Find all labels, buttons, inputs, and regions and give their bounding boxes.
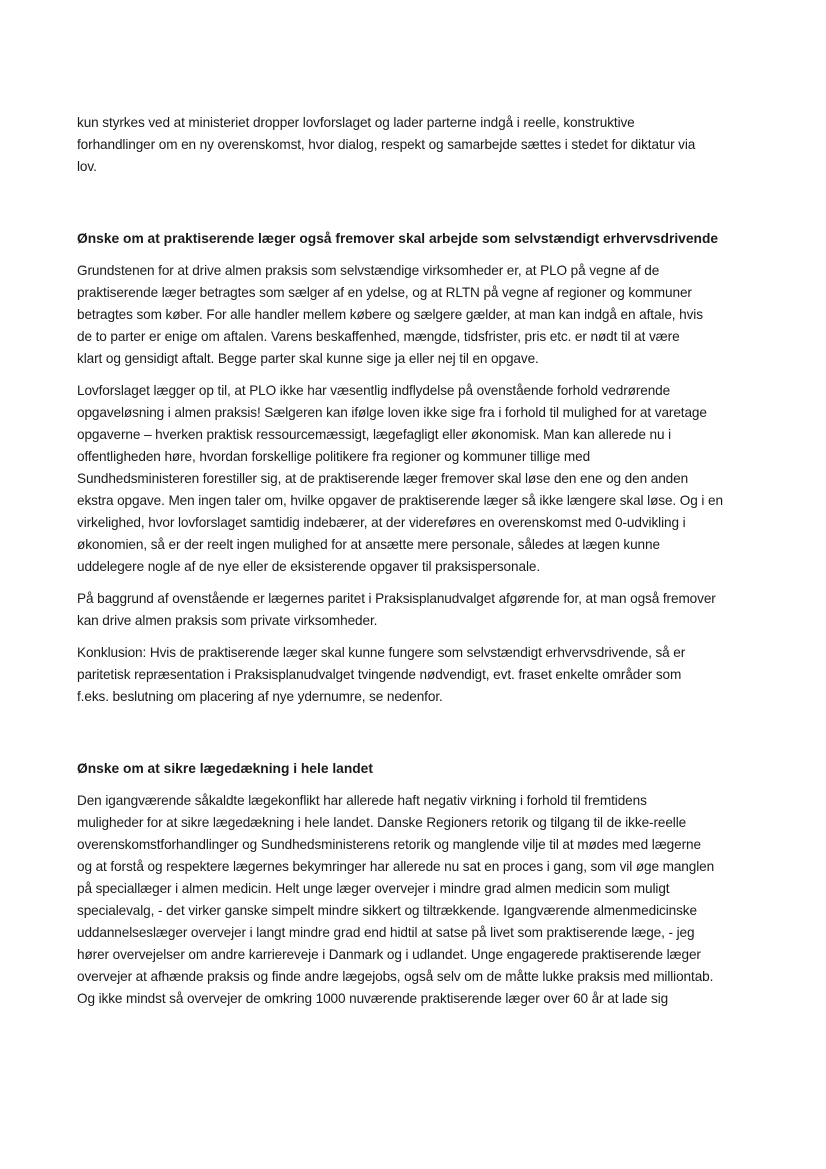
text-line: ekstra opgave. Men ingen taler om, hvilke opgaver de praktiserende læger så ikke længere skal løse. Og i en: [77, 493, 723, 508]
text-line: specialevalg, - det virker ganske simpelt mindre sikkert og tiltrækkende. Igangværende almenmedicinske: [77, 903, 697, 918]
text-line: opgaverne – hverken praktisk ressourcemæssigt, lægefagligt eller økonomisk. Man kan allerede nu i: [77, 427, 672, 442]
text-line: offentligheden høre, hvordan forskellige politikere fra regioner og kommuner tillige med: [77, 449, 591, 464]
section1-heading: Ønske om at praktiserende læger også fremover skal arbejde som selvstændigt erhvervsdrivende: [77, 231, 719, 246]
section2-paragraph-1: [77, 790, 757, 1010]
text-line: kun styrkes ved at ministeriet dropper lovforslaget og lader parterne indgå i reelle, konstruktive: [77, 115, 635, 130]
text-line: og at forstå og respektere lægernes bekymringer har allerede nu sat en proces i gang, som vil øge manglen: [77, 859, 715, 874]
text-line: Og ikke mindst så overvejer de omkring 1000 nuværende praktiserende læger over 60 år at lade sig: [77, 991, 669, 1006]
text-line: virkelighed, hvor lovforslaget samtidig indebærer, at der videreføres en overenskomst med 0-udvikling i: [77, 515, 686, 530]
text-line: lov.: [77, 159, 97, 174]
text-line: betragtes som køber. For alle handler mellem købere og sælgere gælder, at man kan indgå en aftale, hvis: [77, 307, 703, 322]
text-line: økonomien, så er der reelt ingen mulighed for at ansætte mere personale, således at lægen kunne: [77, 537, 660, 552]
text-line: overenskomstforhandlinger og Sundhedsministerens retorik og manglende vilje til at mødes med lægerne: [77, 837, 701, 852]
text-line: f.eks. beslutning om placering af nye ydernumre, se nedenfor.: [77, 689, 443, 704]
section2-heading: Ønske om at sikre lægedækning i hele landet: [77, 761, 373, 776]
section1-paragraph-2: [77, 380, 757, 578]
text-line: forhandlinger om en ny overenskomst, hvor dialog, respekt og samarbejde sættes i stedet for diktatur via: [77, 137, 696, 152]
text-line: På baggrund af ovenstående er lægernes paritet i Praksisplanudvalget afgørende for, at man også fremover: [77, 591, 716, 606]
text-line: praktiserende læger betragtes som sælger af en ydelse, og at RLTN på vegne af regioner og kommuner: [77, 285, 692, 300]
text-line: uddelegere nogle af de nye eller de eksisterende opgaver til praksispersonale.: [77, 559, 540, 574]
text-line: muligheder for at sikre lægedækning i hele landet. Danske Regioners retorik og tilgang til de ikke-reelle: [77, 815, 687, 830]
section1-paragraph-3: [77, 588, 757, 632]
text-line: hører overvejelser om andre karriereveje i Danmark og i udlandet. Unge engagerede praktiserende læger: [77, 947, 701, 962]
text-line: de to parter er enige om aftalen. Varens beskaffenhed, mængde, tidsfrister, pris etc. er nødt til at være: [77, 329, 680, 344]
text-line: kan drive almen praksis som private virksomheder.: [77, 613, 378, 628]
text-line: paritetisk repræsentation i Praksisplanudvalget tvingende nødvendigt, evt. fraset enkelte områder som: [77, 667, 682, 682]
text-line: Konklusion: Hvis de praktiserende læger skal kunne fungere som selvstændigt erhvervsdrivende, så er: [77, 645, 686, 660]
text-line: Lovforslaget lægger op til, at PLO ikke har væsentlig indflydelse på ovenstående forhold vedrørende: [77, 383, 671, 398]
text-line: Den igangværende såkaldte lægekonflikt har allerede haft negativ virkning i forhold til fremtidens: [77, 793, 647, 808]
intro-paragraph: [77, 112, 757, 178]
text-line: opgaveløsning i almen praksis! Sælgeren kan ifølge loven ikke sige fra i forhold til mulighed for at varetage: [77, 405, 707, 420]
text-line: overvejer at afhænde praksis og finde andre lægejobs, også selv om de måtte lukke praksis med milliontab.: [77, 969, 714, 984]
text-line: på speciallæger i almen medicin. Helt unge læger overvejer i mindre grad almen medicin som muligt: [77, 881, 670, 896]
text-line: Grundstenen for at drive almen praksis som selvstændige virksomheder er, at PLO på vegne af de: [77, 263, 660, 278]
section1-conclusion: [77, 642, 757, 708]
text-line: klart og gensidigt aftalt. Begge parter skal kunne sige ja eller nej til en opgave.: [77, 351, 539, 366]
document-page: [77, 112, 757, 1010]
text-line: uddannelseslæger overvejer i langt mindre grad end hidtil at satse på livet som praktiserende læge, - jeg: [77, 925, 695, 940]
text-line: Sundhedsministeren forestiller sig, at de praktiserende læger fremover skal løse den ene og den anden: [77, 471, 689, 486]
section1-paragraph-1: [77, 260, 757, 370]
